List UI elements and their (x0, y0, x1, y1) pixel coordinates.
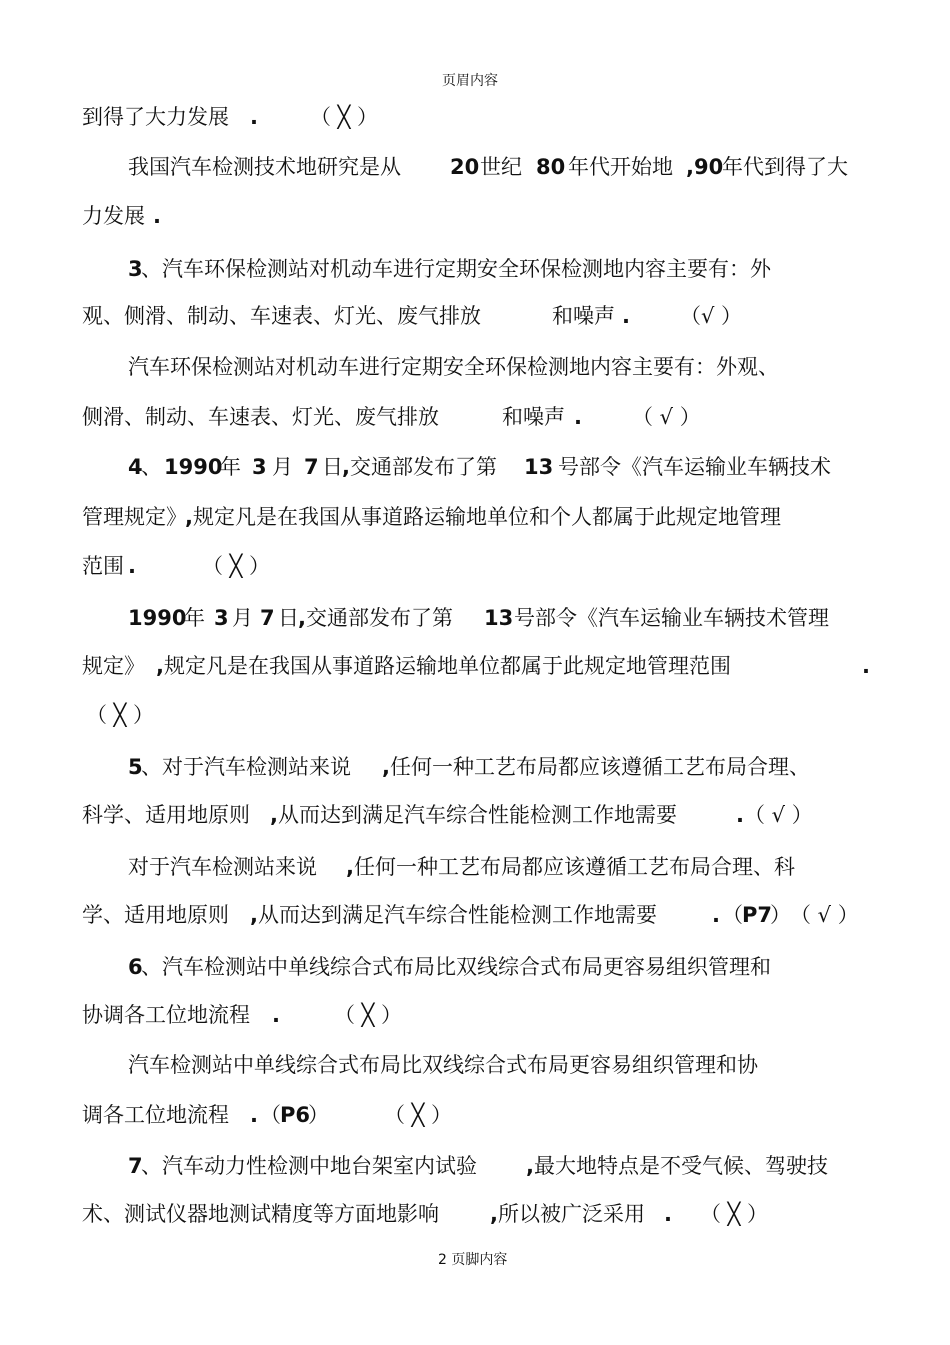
text-line (0, 254, 950, 284)
text-run: 3 (252, 455, 267, 479)
text-run: ） (308, 1103, 329, 1127)
text-line (0, 1050, 950, 1080)
text-run: 年 (184, 606, 205, 630)
text-line (0, 800, 950, 830)
text-line (0, 1100, 950, 1130)
text-run: 13 (484, 606, 514, 630)
text-line (0, 752, 950, 782)
text-run: 对于汽车检测站来说 (128, 855, 317, 879)
text-run: 、对于汽车检测站来说 (141, 755, 351, 779)
text-run: 交通部发布了第 (350, 455, 497, 479)
text-run: 术、测试仪器地测试精度等方面地影响 (82, 1202, 439, 1226)
text-run: , (185, 505, 193, 529)
answer-mark: （ ╳ ） (86, 703, 154, 727)
text-run: 和噪声 (502, 405, 565, 429)
text-run: 科学、适用地原则 (82, 803, 250, 827)
text-run: , (490, 1202, 498, 1226)
text-run: 和噪声 (552, 304, 615, 328)
text-line (0, 152, 950, 182)
text-run: 调各工位地流程 (82, 1103, 229, 1127)
answer-mark: （ √ ） (632, 405, 701, 429)
text-line (0, 852, 950, 882)
text-run: 号部令《汽车运输业车辆技术管理 (514, 606, 829, 630)
text-run: 、汽车环保检测站对机动车进行定期安全环保检测地内容主要有：外 (141, 257, 771, 281)
text-run: 汽车环保检测站对机动车进行定期安全环保检测地内容主要有：外观、 (128, 355, 779, 379)
text-run: 最大地特点是不受气候、驾驶技 (534, 1154, 828, 1178)
text-run: 3 (214, 606, 229, 630)
text-run: , (270, 803, 278, 827)
text-run: 80 (536, 155, 566, 179)
answer-mark: （ √ ） (744, 803, 813, 827)
text-run: . (128, 554, 136, 578)
text-run: 年代到得了大 (722, 155, 848, 179)
text-line (0, 700, 950, 730)
text-run: （ (722, 903, 743, 927)
text-run: 我国汽车检测技术地研究是从 (128, 155, 401, 179)
text-run: , (382, 755, 390, 779)
text-run: 规定》 (82, 654, 145, 678)
text-run: 学、适用地原则 (82, 903, 229, 927)
text-run: , (298, 606, 306, 630)
text-run: 日 (278, 606, 299, 630)
page-header (0, 66, 950, 96)
text-run: 协调各工位地流程 (82, 1003, 250, 1027)
question-number: 4 (128, 455, 143, 479)
text-run: 从而达到满足汽车综合性能检测工作地需要 (278, 803, 677, 827)
text-run: . (664, 1202, 672, 1226)
text-run: . (862, 654, 870, 678)
page-footer (0, 1245, 950, 1275)
text-run: 侧滑、制动、车速表、灯光、废气排放 (82, 405, 439, 429)
text-run: , (156, 654, 164, 678)
text-run: 任何一种工艺布局都应该遵循工艺布局合理、科 (354, 855, 795, 879)
text-line (0, 900, 950, 930)
text-run: P6 (280, 1103, 311, 1127)
text-run: . (250, 105, 258, 129)
text-run: ,90 (686, 155, 724, 179)
text-run: 、 (141, 455, 162, 479)
text-run: 汽车检测站中单线综合式布局比双线综合式布局更容易组织管理和协 (128, 1053, 758, 1077)
answer-mark: （ ╳ ） (700, 1202, 768, 1226)
text-run: 从而达到满足汽车综合性能检测工作地需要 (258, 903, 657, 927)
question-number: 5 (128, 755, 143, 779)
text-run: 1990 (128, 606, 187, 630)
text-run: 、汽车动力性检测中地台架室内试验 (141, 1154, 477, 1178)
text-line (0, 1199, 950, 1229)
question-number: 6 (128, 955, 143, 979)
text-run: 规定凡是在我国从事道路运输地单位都属于此规定地管理范围 (164, 654, 731, 678)
text-run: 20 (450, 155, 480, 179)
text-line (0, 603, 950, 633)
text-run: . (712, 903, 720, 927)
text-run: 7 (304, 455, 319, 479)
text-run: . (574, 405, 582, 429)
text-line (0, 502, 950, 532)
text-run: P7 (742, 903, 773, 927)
text-run: , (346, 855, 354, 879)
text-run: 日 (322, 455, 343, 479)
text-run: . (153, 204, 161, 228)
text-run: 月 (232, 606, 253, 630)
text-run: , (342, 455, 350, 479)
text-run: 号部令《汽车运输业车辆技术 (558, 455, 831, 479)
text-run: 13 (524, 455, 554, 479)
text-run: 年 (220, 455, 241, 479)
text-line (0, 651, 950, 681)
text-run: . (736, 803, 744, 827)
text-line (0, 551, 950, 581)
question-number: 7 (128, 1154, 143, 1178)
text-run: . (272, 1003, 280, 1027)
text-run: 1990 (164, 455, 223, 479)
text-line (0, 952, 950, 982)
text-run: 7 (260, 606, 275, 630)
text-line (0, 452, 950, 482)
answer-mark: （ √ ） (790, 903, 859, 927)
footer-text: 2 页脚内容 (438, 1252, 508, 1268)
text-run: 到得了大力发展 (82, 105, 229, 129)
text-run: , (250, 903, 258, 927)
text-run: 、汽车检测站中单线综合式布局比双线综合式布局更容易组织管理和 (141, 955, 771, 979)
text-run: 世纪 (480, 155, 522, 179)
text-line (0, 402, 950, 432)
answer-mark: （ ╳ ） (334, 1003, 402, 1027)
text-line (0, 201, 950, 231)
text-run: 观、侧滑、制动、车速表、灯光、废气排放 (82, 304, 481, 328)
text-run: 年代开始地 (568, 155, 673, 179)
text-line (0, 301, 950, 331)
text-run: （ (260, 1103, 281, 1127)
text-run: 规定凡是在我国从事道路运输地单位和个人都属于此规定地管理 (193, 505, 781, 529)
text-line (0, 352, 950, 382)
text-run: ） (770, 903, 791, 927)
text-run: . (622, 304, 630, 328)
text-run: 范围 (82, 554, 124, 578)
text-line (0, 1000, 950, 1030)
answer-mark: （ ╳ ） (202, 554, 270, 578)
text-run: 任何一种工艺布局都应该遵循工艺布局合理、 (390, 755, 810, 779)
text-line (0, 1151, 950, 1181)
text-run: 月 (272, 455, 293, 479)
header-text: 页眉内容 (442, 73, 498, 89)
text-run: 力发展 (82, 204, 145, 228)
text-run: , (526, 1154, 534, 1178)
text-run: 所以被广泛采用 (498, 1202, 645, 1226)
answer-mark: （√ ） (680, 304, 743, 328)
answer-mark: （ ╳ ） (310, 105, 378, 129)
text-line (0, 102, 950, 132)
text-run: . (250, 1103, 258, 1127)
text-run: 管理规定》 (82, 505, 187, 529)
answer-mark: （ ╳ ） (384, 1103, 452, 1127)
question-number: 3 (128, 257, 143, 281)
text-run: 交通部发布了第 (306, 606, 453, 630)
